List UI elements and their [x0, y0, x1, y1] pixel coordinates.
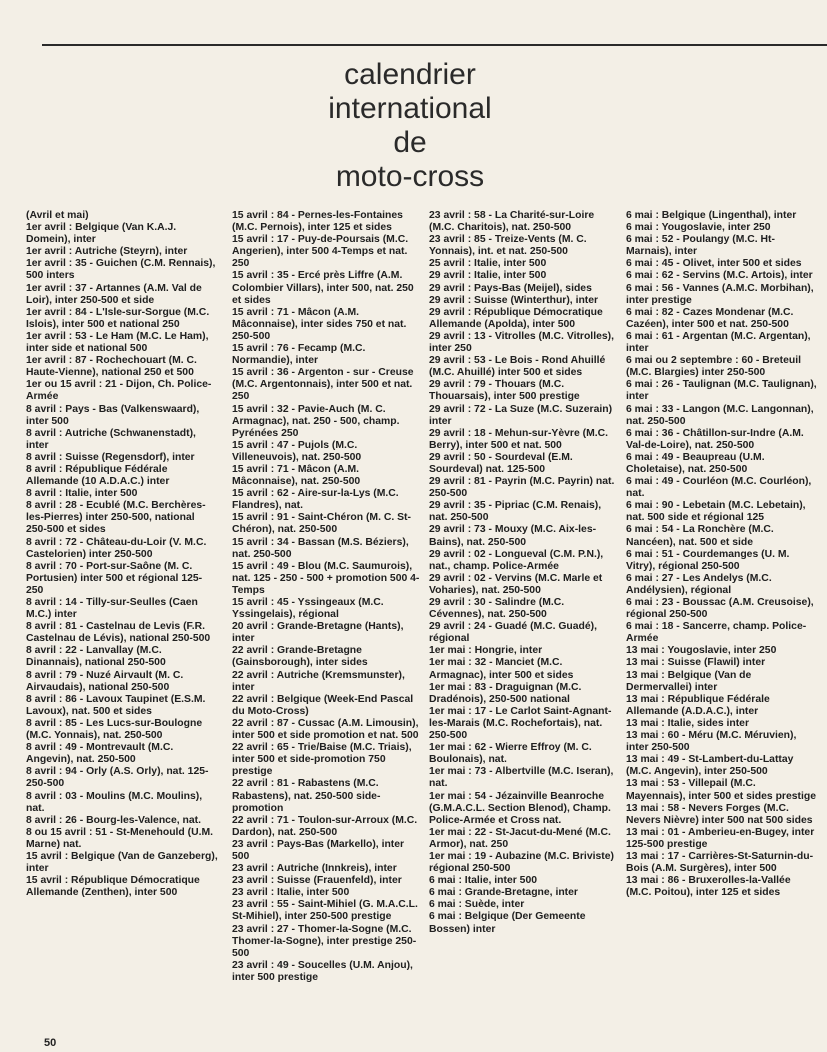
calendar-entry: 6 mai : 49 - Courléon (M.C. Courléon), nat.: [626, 476, 812, 500]
calendar-entry: 15 avril : 71 - Mâcon (A.M. Mâconnaise), inter sides 750 et nat. 250-500: [232, 306, 407, 342]
calendar-entry: 13 mai : Yougoslavie, inter 250: [626, 645, 777, 657]
calendar-entry: 6 mai : 54 - La Ronchère (M.C. Nancéen), nat. 500 et side: [626, 524, 774, 548]
calendar-entry: 13 mai : Belgique (Van de Dermervallei) inter: [626, 669, 752, 693]
calendar-entry: 1er mai : Hongrie, inter: [429, 645, 543, 657]
calendar-entry: 22 avril : Belgique (Week-End Pascal du Moto-Cross): [232, 693, 414, 717]
calendar-entry: 15 avril : 62 - Aire-sur-la-Lys (M.C. Flandres), nat.: [232, 488, 399, 512]
calendar-entry: 1er mai : 22 - St-Jacut-du-Mené (M.C. Armor), nat. 250: [429, 826, 611, 850]
calendar-entry: 15 avril : 47 - Pujols (M.C. Villeneuvois), nat. 250-500: [232, 439, 362, 463]
calendar-entry: 6 mai : 33 - Langon (M.C. Langonnan), nat. 250-500: [626, 403, 814, 427]
calendar-entry: 15 avril : 71 - Mâcon (A.M. Mâconnaise), nat. 250-500: [232, 463, 361, 488]
calendar-entry: 8 avril : Italie, inter 500: [26, 488, 138, 500]
top-rule: [42, 44, 827, 46]
calendar-entry: 23 avril : Autriche (Innkreis), inter: [232, 863, 397, 875]
calendar-entry: 29 avril : 50 - Sourdeval (E.M. Sourdeval) nat. 125-500: [429, 451, 573, 475]
calendar-entry: 8 avril : 14 - Tilly-sur-Seulles (Caen M.C.) inter: [26, 597, 198, 621]
calendar-entry: 1er avril : 87 - Rochechouart (M. C. Haute-Vienne), national 250 et 500: [26, 355, 197, 379]
page-title: [310, 58, 510, 194]
calendar-entry: 15 avril : 35 - Ercé près Liffre (A.M. Colombier Villars), inter 500, nat. 250 et sides: [232, 270, 414, 306]
calendar-entry: 29 avril : 18 - Mehun-sur-Yèvre (M.C. Berry), inter 500 et nat. 500: [429, 427, 609, 451]
calendar-column-4: [626, 210, 818, 899]
calendar-entry: 22 avril : Autriche (Kremsmunster), inter: [232, 669, 405, 693]
calendar-entry: 23 avril : 27 - Thomer-la-Sogne (M.C. Thomer-la-Sogne), inter prestige 250-500: [232, 923, 417, 959]
calendar-column-2: [232, 210, 424, 984]
calendar-entry: 6 mai ou 2 septembre : 60 - Breteuil (M.C. Blargies) inter 250-500: [626, 355, 801, 379]
calendar-entry: 15 avril : 91 - Saint-Chéron (M. C. St-Chéron), nat. 250-500: [232, 512, 411, 536]
calendar-entry: 15 avril : 45 - Yssingeaux (M.C. Yssingelais), régional: [232, 597, 384, 621]
calendar-entry: 8 avril : 26 - Bourg-les-Valence, nat.: [26, 814, 201, 826]
calendar-entry: 29 avril : 30 - Salindre (M.C. Cévennes), nat. 250-500: [429, 597, 565, 621]
calendar-entry: 8 avril : 85 - Les Lucs-sur-Boulogne (M.C. Yonnais), nat. 250-500: [26, 717, 203, 742]
calendar-entry: 6 mai : Suède, inter: [429, 899, 525, 911]
calendar-entry: 1er avril : 35 - Guichen (C.M. Rennais), 500 inters: [26, 258, 216, 282]
calendar-entry: 6 mai : 62 - Servins (M.C. Artois), inter: [626, 270, 813, 282]
calendar-column-3: [429, 210, 621, 936]
calendar-entry: 8 avril : 94 - Orly (A.S. Orly), nat. 125-250-500: [26, 766, 209, 790]
calendar-entry: 23 avril : Italie, inter 500: [232, 887, 350, 899]
calendar-entry: 15 avril : Belgique (Van de Ganzeberg), inter: [26, 850, 218, 875]
calendar-entry: 25 avril : Italie, inter 500: [429, 258, 547, 270]
calendar-entry: 6 mai : 18 - Sancerre, champ. Police-Armée: [626, 621, 807, 645]
calendar-entry: 6 mai : Yougoslavie, inter 250: [626, 222, 771, 234]
calendar-entry: 22 avril : 71 - Toulon-sur-Arroux (M.C. Dardon), nat. 250-500: [232, 814, 418, 838]
calendar-entry: 23 avril : Pays-Bas (Markello), inter 500: [232, 838, 405, 862]
calendar-entry: 1er mai : 62 - Wierre Effroy (M. C. Boulonais), nat.: [429, 742, 592, 766]
calendar-entry: 1er avril : 84 - L'Isle-sur-Sorgue (M.C. Islois), inter 500 et national 250: [26, 306, 210, 330]
calendar-entry: 8 avril : Autriche (Schwanenstadt), inter: [26, 427, 196, 451]
calendar-entry: 22 avril : 81 - Rabastens (M.C. Rabastens), nat. 250-500 side-promotion: [232, 778, 381, 814]
calendar-entry: 1er mai : 73 - Albertville (M.C. Iseran), nat.: [429, 766, 614, 790]
calendar-entry: 29 avril : 73 - Mouxy (M.C. Aix-les-Bains), nat. 250-500: [429, 524, 597, 548]
calendar-entry: 6 mai : 56 - Vannes (A.M.C. Morbihan), inter prestige: [626, 282, 814, 306]
calendar-entry: 6 mai : Belgique (Lingenthal), inter: [626, 210, 797, 221]
calendar-entry: 6 mai : 90 - Lebetain (M.C. Lebetain), nat. 500 side et régional 125: [626, 500, 806, 524]
calendar-entry: 15 avril : 84 - Pernes-les-Fontaines (M.C. Pernois), inter 125 et sides: [232, 210, 403, 234]
calendar-entry: 13 mai : 53 - Villepail (M.C. Mayennais), inter 500 et sides prestige: [626, 778, 816, 802]
title-line: de: [393, 126, 427, 159]
calendar-entry: 1er avril : 37 - Artannes (A.M. Val de Loir), inter 250-500 et side: [26, 282, 202, 306]
calendar-entry: 6 mai : 27 - Les Andelys (M.C. Andélysien), régional: [626, 572, 772, 596]
calendar-entry: 6 mai : Grande-Bretagne, inter: [429, 887, 578, 899]
calendar-entry: 23 avril : 85 - Treize-Vents (M. C. Yonnais), int. et nat. 250-500: [429, 234, 587, 258]
calendar-entry: 8 ou 15 avril : 51 - St-Menehould (U.M. Marne) nat.: [26, 826, 214, 850]
calendar-entry: 23 avril : 55 - Saint-Mihiel (G. M.A.C.L. St-Mihiel), inter 250-500 prestige: [232, 899, 418, 923]
calendar-entry: 29 avril : Pays-Bas (Meijel), sides: [429, 282, 592, 294]
calendar-entry: 1er mai : 83 - Draguignan (M.C. Dradénois), 250-500 national: [429, 681, 582, 705]
calendar-entry: 8 avril : République Fédérale Allemande (10 A.D.A.C.) inter: [26, 463, 170, 488]
title-line: calendrier: [344, 58, 476, 91]
calendar-entry: 13 mai : République Fédérale Allemande (A.D.A.C.), inter: [626, 693, 770, 717]
calendar-entry: 29 avril : 35 - Pipriac (C.M. Renais), nat. 250-500: [429, 500, 602, 524]
calendar-entry: 6 mai : Belgique (Der Gemeente Bossen) inter: [429, 911, 586, 935]
calendar-entry: 13 mai : 58 - Nevers Forges (M.C. Nevers Nièvre) inter 500 nat 500 sides: [626, 802, 813, 826]
calendar-entry: 1er avril : Belgique (Van K.A.J. Domein), inter: [26, 222, 177, 246]
calendar-entry: 6 mai : 61 - Argentan (M.C. Argentan), inter: [626, 330, 811, 355]
calendar-entry: 1er mai : 32 - Manciet (M.C. Armagnac), inter 500 et sides: [429, 657, 574, 681]
calendar-entry: 1er avril : 53 - Le Ham (M.C. Le Ham), inter side et national 500: [26, 330, 209, 355]
calendar-entry: 8 avril : 70 - Port-sur-Saône (M. C. Portusien) inter 500 et régional 125-250: [26, 560, 203, 596]
calendar-entry: 6 mai : 45 - Olivet, inter 500 et sides: [626, 258, 802, 270]
calendar-entry: 13 mai : Suisse (Flawil) inter: [626, 657, 766, 669]
calendar-entry: 22 avril : 87 - Cussac (A.M. Limousin), inter 500 et side promotion et nat. 500: [232, 717, 419, 742]
calendar-entry: 29 avril : 02 - Longueval (C.M. P.N.), nat., champ. Police-Armée: [429, 548, 604, 572]
calendar-entry: 1er mai : 19 - Aubazine (M.C. Briviste) régional 250-500: [429, 850, 614, 875]
calendar-entry: 13 mai : 60 - Méru (M.C. Méruvien), inter 250-500: [626, 730, 797, 754]
calendar-entry: 15 avril : 49 - Blou (M.C. Saumurois), nat. 125 - 250 - 500 + promotion 500 4-Temps: [232, 560, 420, 596]
calendar-entry: 8 avril : Suisse (Regensdorf), inter: [26, 451, 195, 463]
calendar-columns: [26, 210, 826, 1036]
calendar-entry: 13 mai : 01 - Amberieu-en-Bugey, inter 125-500 prestige: [626, 826, 815, 850]
calendar-entry: 8 avril : 81 - Castelnau de Levis (F.R. Castelnau de Lévis), national 250-500: [26, 621, 211, 645]
calendar-entry: 29 avril : République Démocratique Allemande (Apolda), inter 500: [429, 306, 603, 330]
calendar-entry: 13 mai : 86 - Bruxerolles-la-Vallée (M.C. Poitou), inter 125 et sides: [626, 875, 791, 899]
calendar-entry: 13 mai : 49 - St-Lambert-du-Lattay (M.C. Angevin), inter 250-500: [626, 754, 794, 778]
calendar-entry: 15 avril : 76 - Fecamp (M.C. Normandie), inter: [232, 343, 366, 367]
calendar-entry: 22 avril : Grande-Bretagne (Gainsborough), inter sides: [232, 645, 368, 669]
calendar-entry: 6 mai : 36 - Châtillon-sur-Indre (A.M. Val-de-Loire), nat. 250-500: [626, 427, 804, 451]
calendar-entry: 29 avril : 24 - Guadé (M.C. Guadé), régional: [429, 621, 598, 645]
calendar-entry: 29 avril : 13 - Vitrolles (M.C. Vitrolles), inter 250: [429, 330, 614, 355]
calendar-entry: 6 mai : 49 - Beaupreau (U.M. Choletaise), nat. 250-500: [626, 451, 765, 475]
calendar-entry: 6 mai : 51 - Courdemanges (U. M. Vitry), régional 250-500: [626, 548, 790, 572]
calendar-entry: 6 mai : 23 - Boussac (A.M. Creusoise), régional 250-500: [626, 597, 814, 621]
calendar-entry: 1er avril : Autriche (Steyrn), inter: [26, 246, 188, 258]
page-number: 50: [44, 1037, 57, 1049]
calendar-entry: 6 mai : 26 - Taulignan (M.C. Taulignan), inter: [626, 379, 817, 403]
calendar-entry: 8 avril : 03 - Moulins (M.C. Moulins), nat.: [26, 790, 203, 814]
calendar-entry: 22 avril : 65 - Trie/Baise (M.C. Triais), inter 500 et side-promotion 750 prestige: [232, 742, 412, 778]
calendar-entry: 29 avril : Italie, inter 500: [429, 270, 547, 282]
calendar-entry: 15 avril : 17 - Puy-de-Poursais (M.C. Angerien), inter 500 4-Temps et nat. 250: [232, 234, 409, 270]
calendar-entry: 29 avril : 53 - Le Bois - Rond Ahuillé (M.C. Ahuillé) inter 500 et sides: [429, 355, 606, 379]
calendar-entry: 15 avril : 34 - Bassan (M.S. Béziers), nat. 250-500: [232, 536, 409, 560]
calendar-entry: 29 avril : 02 - Vervins (M.C. Marle et Voharies), nat. 250-500: [429, 572, 603, 596]
calendar-entry: 23 avril : 49 - Soucelles (U.M. Anjou), inter 500 prestige: [232, 959, 413, 983]
calendar-entry: 8 avril : 49 - Montrevault (M.C. Angevin), nat. 250-500: [26, 742, 174, 766]
calendar-entry: 13 mai : 17 - Carrières-St-Saturnin-du-Bois (A.M. Surgères), inter 500: [626, 850, 814, 875]
calendar-entry: 8 avril : 86 - Lavoux Taupinet (E.S.M. Lavoux), nat. 500 et sides: [26, 693, 206, 717]
calendar-entry: 29 avril : 72 - La Suze (M.C. Suzerain) inter: [429, 403, 613, 427]
calendar-entry: 8 avril : 79 - Nuzé Airvault (M. C. Airvaudais), national 250-500: [26, 669, 184, 693]
calendar-entry: 1er mai : 17 - Le Carlot Saint-Agnant-les-Marais (M.C. Rochefortais), nat. 250-500: [429, 705, 612, 742]
calendar-entry: 6 mai : Italie, inter 500: [429, 875, 537, 887]
title-line: international: [328, 92, 492, 125]
calendar-entry: 13 mai : Italie, sides inter: [626, 717, 750, 729]
calendar-entry: 20 avril : Grande-Bretagne (Hants), inter: [232, 621, 404, 645]
calendar-entry: 6 mai : 82 - Cazes Mondenar (M.C. Cazéen), inter 500 et nat. 250-500: [626, 306, 794, 330]
calendar-entry: 6 mai : 52 - Poulangy (M.C. Ht-Marnais), inter: [626, 234, 775, 258]
calendar-entry: 1er mai : 54 - Jézainville Beanroche (G.M.A.C.L. Section Blenod), Champ. Police-Armée et Cross nat.: [429, 790, 611, 826]
calendar-entry: 8 avril : Pays - Bas (Valkenswaard), inter 500: [26, 403, 200, 427]
calendar-entry: 29 avril : 81 - Payrin (M.C. Payrin) nat. 250-500: [429, 476, 615, 500]
calendar-entry: 23 avril : 58 - La Charité-sur-Loire (M.C. Charitois), nat. 250-500: [429, 210, 595, 234]
calendar-entry: 29 avril : 79 - Thouars (M.C. Thouarsais), inter 500 prestige: [429, 379, 580, 403]
calendar-entry: 23 avril : Suisse (Frauenfeld), inter: [232, 875, 402, 887]
calendar-entry: 8 avril : 28 - Ecublé (M.C. Berchères-les-Pierres) inter 250-500, national 250-500 et sides: [26, 500, 206, 536]
calendar-entry: 15 avril : 32 - Pavie-Auch (M. C. Armagnac), nat. 250 - 500, champ. Pyrénées 250: [232, 403, 400, 439]
section-heading: (Avril et mai): [26, 210, 89, 221]
calendar-entry: 29 avril : Suisse (Winterthur), inter: [429, 294, 599, 306]
calendar-entry: 15 avril : République Démocratique Allemande (Zenthen), inter 500: [26, 875, 200, 899]
calendar-entry: 8 avril : 72 - Château-du-Loir (V. M.C. Castelorien) inter 250-500: [26, 536, 207, 560]
title-line: moto-cross: [335, 160, 485, 193]
calendar-entry: 15 avril : 36 - Argenton - sur - Creuse (M.C. Argentonnais), inter 500 et nat. 250: [232, 367, 414, 403]
calendar-column-1: [26, 210, 218, 899]
calendar-entry: 8 avril : 22 - Lanvallay (M.C. Dinannais), national 250-500: [26, 645, 166, 669]
calendar-entry: 1er ou 15 avril : 21 - Dijon, Ch. Police-Armée: [26, 379, 212, 403]
